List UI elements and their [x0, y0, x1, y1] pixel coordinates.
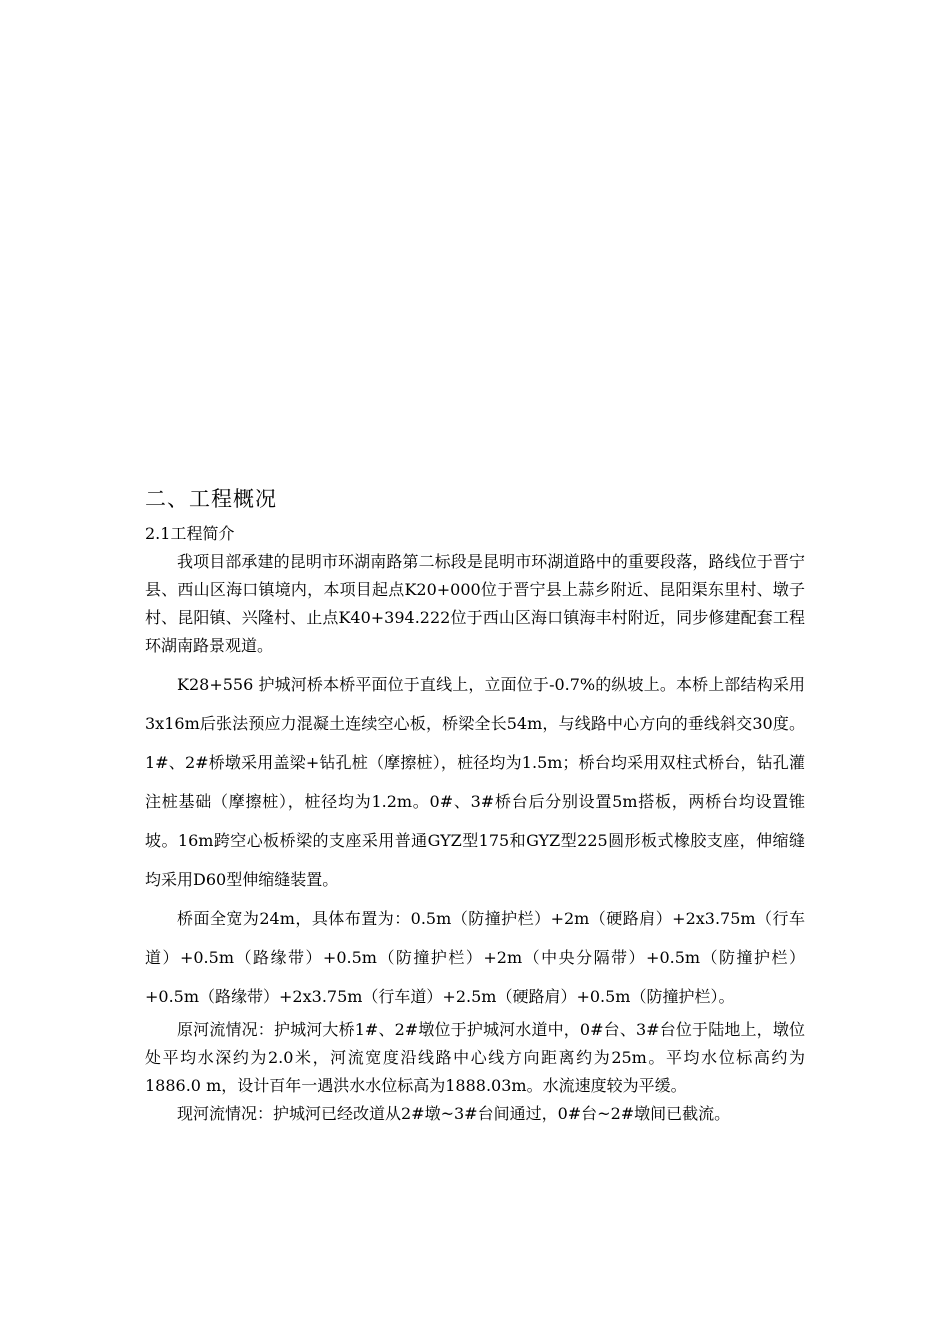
section-heading: 二、工程概况	[145, 487, 277, 511]
paragraph-current-river: 现河流情况：护城河已经改道从2#墩~3#台间通过，0#台~2#墩间已截流。	[177, 1104, 731, 1123]
paragraph-bridge-structure: K28+556 护城河桥本桥平面位于直线上，立面位于-0.7%的纵坡上。本桥上部结构采用3x16m后张法预应力混凝土连续空心板，桥梁全长54m，与线路中心方向的垂线斜交30度。1#、2#桥墩采用盖梁+钻孔桩（摩擦桩），桩径均为1.5m；桥台均采用双柱式桥台，钻孔灌注桩基础（摩擦桩），桩径均为1.2m。0#、3#桥台后分别设置5m搭板，两桥台均设置锥坡。16m跨空心板桥梁的支座采用普通GYZ型175和GYZ型225圆形板式橡胶支座，伸缩缝均采用D60型伸缩缝装置。	[145, 675, 805, 889]
subsection-heading: 2.1工程简介	[145, 524, 235, 543]
paragraph-project-scope: 我项目部承建的昆明市环湖南路第二标段是昆明市环湖道路中的重要段落，路线位于晋宁县、西山区海口镇境内，本项目起点K20+000位于晋宁县上蒜乡附近、昆阳渠东里村、墩子村、昆阳镇、兴隆村、止点K40+394.222位于西山区海口镇海丰村附近，同步修建配套工程环湖南路景观道。	[145, 552, 805, 655]
paragraph-original-river: 原河流情况：护城河大桥1#、2#墩位于护城河水道中，0#台、3#台位于陆地上，墩位处平均水深约为2.0米，河流宽度沿线路中心线方向距离约为25m。平均水位标高约为1886.0 m，设计百年一遇洪水水位标高为1888.03m。水流速度较为平缓。	[145, 1020, 805, 1095]
paragraph-deck-layout: 桥面全宽为24m，具体布置为：0.5m（防撞护栏）+2m（硬路肩）+2x3.75m（行车道）+0.5m（路缘带）+0.5m（防撞护栏）+2m（中央分隔带）+0.5m（防撞护栏）+0.5m（路缘带）+2x3.75m（行车道）+2.5m（硬路肩）+0.5m（防撞护栏）。	[145, 909, 805, 1006]
document-body	[145, 484, 805, 1128]
